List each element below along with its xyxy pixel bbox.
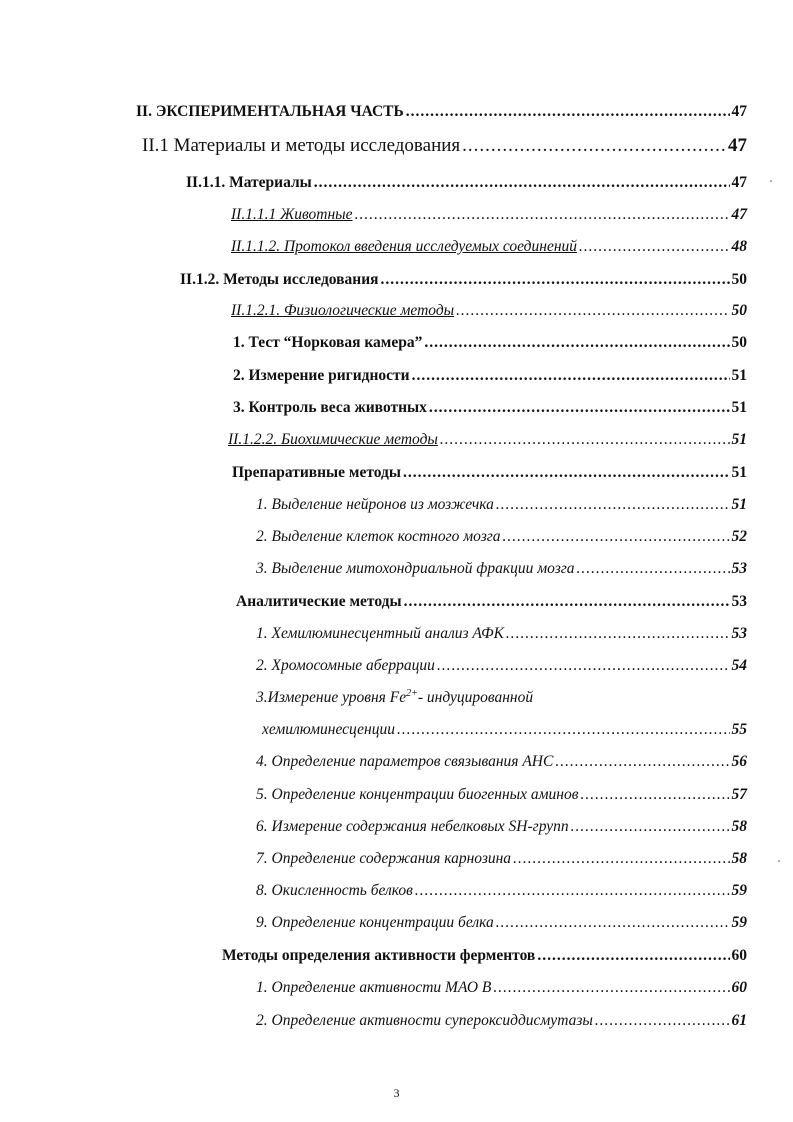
toc-leader-dots [404,592,730,612]
toc-leader-dots [355,205,730,225]
toc-entry-animals [231,205,747,225]
toc-entry-label: 3. Контроль веса животных [233,399,427,416]
toc-entry-page: 57 [731,786,747,803]
toc-entry-page: 53 [731,625,747,642]
toc-entry-page: 54 [731,657,747,674]
toc-entry-page: 60 [731,979,747,996]
toc-leader-dots [456,301,729,321]
toc-entry-biochemical-methods [228,430,747,450]
toc-entry-label: хемилюминесценции [262,721,395,738]
toc-entry-page: 51 [731,367,747,384]
toc-entry-page: 58 [731,850,747,867]
toc-entry-sh-groups [256,817,747,837]
toc-entry-label: II.1 Материалы и методы исследования [142,135,461,156]
toc-entry-label: 2. Хромосомные аберрации [256,657,435,674]
toc-entry-label: 9. Определение концентрации белка [256,914,494,931]
toc-entry-label: 6. Измерение содержания небелковых SH-групп [256,818,569,835]
toc-entry-weight-control [233,398,747,418]
toc-entry-page: 58 [731,818,747,835]
toc-entry-research-methods [180,270,747,290]
toc-entry-page: 60 [731,947,747,964]
toc-leader-dots [403,463,729,483]
toc-leader-dots [503,527,730,547]
toc-entry-label-suffix: - индуцированной [417,689,534,707]
toc-entry-label: 1. Хемилюминесцентный анализ АФК [256,625,504,642]
toc-entry-page: 47 [728,135,747,156]
toc-leader-dots [397,720,730,740]
toc-entry-page: 47 [731,174,747,191]
toc-entry-preparative-methods [232,463,747,483]
toc-entry-label: 1. Выделение нейронов из мозжечка [256,496,494,513]
toc-entry-page: 53 [731,560,747,577]
toc-entry-label: 3. Выделение митохондриальной фракции мозга [256,560,575,577]
toc-entry-biogenic-amines [256,785,747,805]
toc-leader-dots [506,624,730,644]
toc-entry-label: 1. Определение активности МАО В [256,979,492,996]
toc-leader-dots [496,913,730,933]
toc-entry-enzyme-activity-methods [222,946,747,966]
toc-entry-label: II.1.1.2. Протокол введения исследуемых соединений [231,238,578,255]
toc-entry-protein-concentration [256,913,747,933]
toc-entry-label: 2. Определение активности супероксиддисмутазы [256,1012,593,1029]
toc-entry-cerebellum-neurons [256,495,747,515]
toc-entry-label: II.1.2. Методы исследования [180,271,379,288]
toc-entry-page: 51 [731,431,747,448]
toc-entry-label: Препаративные методы [232,464,402,481]
toc-leader-dots [381,270,730,290]
toc-entry-page: 59 [731,914,747,931]
toc-entry-label-superscript: 2+ [406,688,418,699]
toc-entry-carnosine [256,849,747,869]
toc-entry-protocol [231,237,747,257]
toc-entry-page: 47 [731,103,747,120]
toc-leader-dots [513,849,729,869]
toc-entry-label: 4. Определение параметров связывания АНС [256,753,554,770]
toc-entry-label: II.1.1.1 Животные [231,206,353,223]
toc-entry-chromosome-aberrations [256,656,747,676]
toc-entry-label: 1. Тест “Норковая камера” [233,334,423,351]
toc-leader-dots [437,656,730,676]
toc-entry-fe-induced-line1 [256,688,533,707]
toc-leader-dots [424,333,729,353]
toc-entry-page: 56 [731,753,747,770]
scan-speck [770,180,772,182]
toc-entry-page: 47 [731,206,747,223]
toc-entry-page: 48 [731,238,747,255]
toc-entry-experimental-part [136,102,747,122]
toc-entry-label: 2. Измерение ригидности [233,367,410,384]
toc-leader-dots [579,237,729,257]
toc-entry-chemiluminescence-ros [256,624,747,644]
toc-leader-dots [462,134,726,158]
toc-entry-label: II.1.1. Материалы [186,174,312,191]
toc-entry-label: Аналитические методы [236,593,402,610]
toc-leader-dots [537,946,729,966]
toc-leader-dots [440,430,730,450]
toc-leader-dots [571,817,730,837]
toc-leader-dots [314,173,730,193]
toc-entry-label: 8. Окисленность белков [256,882,413,899]
toc-entry-label: 2. Выделение клеток костного мозга [256,528,501,545]
toc-entry-label: II.1.2.1. Физиологические методы [231,302,455,319]
toc-leader-dots [415,881,730,901]
toc-entry-materials [186,173,747,193]
toc-entry-label: Методы определения активности ферментов [222,947,536,964]
toc-entry-materials-and-methods [142,134,747,158]
toc-entry-label: 7. Определение содержания карнозина [256,850,512,867]
toc-entry-page: 51 [731,464,747,481]
toc-leader-dots [555,752,729,772]
toc-leader-dots [595,1011,730,1031]
toc-leader-dots [412,366,730,386]
toc-leader-dots [429,398,730,418]
toc-entry-page: 51 [731,399,747,416]
toc-entry-page: 50 [731,334,747,351]
toc-entry-rigidity [233,366,747,386]
toc-entry-page: 55 [731,721,747,738]
toc-entry-page: 61 [731,1012,747,1029]
toc-entry-label-prefix: 3.Измерение уровня Fe [256,689,407,707]
toc-entry-page: 51 [731,496,747,513]
toc-entry-page: 50 [731,271,747,288]
toc-entry-label: II. ЭКСПЕРИМЕНТАЛЬНАЯ ЧАСТЬ [136,103,404,120]
toc-entry-ans-binding [256,752,747,772]
toc-entry-page: 50 [731,302,747,319]
toc-entry-sod-activity [256,1011,747,1031]
toc-entry-burrow-test [233,333,747,353]
toc-leader-dots [406,102,730,122]
scan-speck [778,860,780,862]
toc-leader-dots [493,978,729,998]
toc-entry-fe-induced-line2 [262,720,747,740]
page-number: 3 [393,1086,400,1100]
toc-entry-page: 59 [731,882,747,899]
toc-leader-dots [580,785,729,805]
toc-entry-page: 53 [731,593,747,610]
toc-entry-label: II.1.2.2. Биохимические методы [228,431,438,448]
toc-entry-page: 52 [731,528,747,545]
toc-entry-mao-b-activity [256,978,747,998]
toc-entry-mitochondrial-fraction [256,559,747,579]
toc-entry-physiological-methods [231,301,747,321]
toc-leader-dots [577,559,730,579]
toc-entry-label: 5. Определение концентрации биогенных аминов [256,786,579,803]
toc-entry-protein-oxidation [256,881,747,901]
toc-entry-analytical-methods [236,592,747,612]
toc-leader-dots [496,495,730,515]
toc-entry-bone-marrow-cells [256,527,747,547]
